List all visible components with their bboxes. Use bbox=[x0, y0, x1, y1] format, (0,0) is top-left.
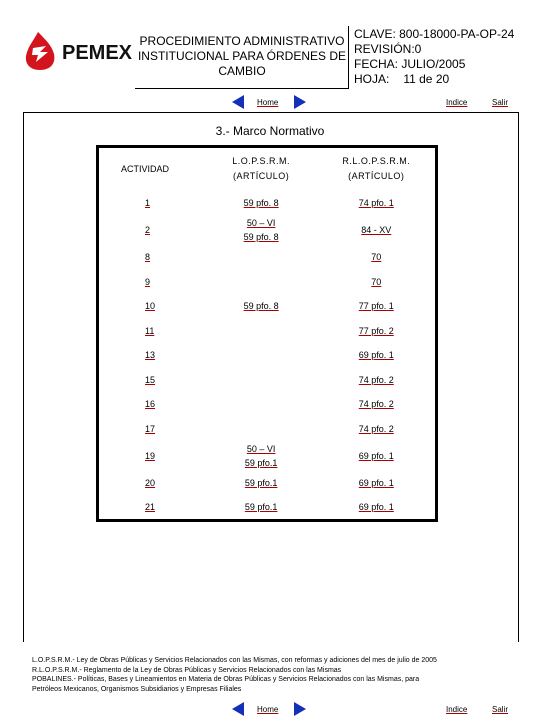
rlop-link[interactable]: 77 pfo. 1 bbox=[358, 301, 394, 312]
table-row bbox=[98, 245, 437, 270]
table-row bbox=[98, 270, 437, 295]
header-rlop-line: R.L.O.P.S.R.M. bbox=[342, 156, 411, 167]
rlop-link[interactable]: 69 pfo. 1 bbox=[358, 350, 394, 361]
marco-normativo-table bbox=[96, 145, 438, 522]
document-title bbox=[136, 34, 348, 79]
actividad-link[interactable]: 1 bbox=[145, 197, 151, 208]
revision-text: REVISIÓN:0 bbox=[354, 42, 422, 56]
actividad-link[interactable]: 13 bbox=[145, 350, 156, 361]
pemex-logo bbox=[24, 28, 136, 72]
actividad-link[interactable]: 9 bbox=[145, 276, 151, 287]
table-row bbox=[98, 471, 437, 496]
table-row bbox=[98, 215, 437, 245]
salir-link[interactable]: Salir bbox=[492, 705, 509, 714]
clave-text: CLAVE: 800-18000-PA-OP-24 bbox=[354, 27, 515, 41]
actividad-link[interactable]: 16 bbox=[145, 399, 156, 410]
hoja-value: 11 de 20 bbox=[403, 72, 450, 86]
actividad-link[interactable]: 19 bbox=[145, 451, 156, 461]
table-row bbox=[98, 294, 437, 319]
header-lop-line: (ARTÍCULO) bbox=[232, 171, 290, 182]
header-rlop-line: (ARTÍCULO) bbox=[348, 171, 405, 182]
indice-link[interactable]: Indice bbox=[446, 98, 468, 107]
salir-link[interactable]: Salir bbox=[492, 98, 509, 107]
title-line: INSTITUCIONAL PARA ÓRDENES DE bbox=[137, 49, 347, 63]
table-row bbox=[98, 191, 437, 216]
home-link[interactable]: Home bbox=[257, 705, 279, 714]
actividad-link[interactable]: 8 bbox=[145, 252, 151, 263]
lop-link[interactable]: 59 pfo. 8 bbox=[243, 301, 279, 312]
brand-text: PEMEX bbox=[62, 42, 133, 64]
table-row bbox=[98, 368, 437, 393]
next-arrow-icon[interactable] bbox=[294, 702, 306, 716]
lop-link[interactable]: 59 pfo. 8 bbox=[243, 232, 279, 242]
header-divider bbox=[348, 26, 349, 88]
table-row bbox=[98, 343, 437, 368]
pemex-eagle-icon bbox=[24, 28, 136, 72]
actividad-link[interactable]: 17 bbox=[145, 423, 156, 434]
actividad-link[interactable]: 10 bbox=[145, 301, 156, 312]
next-arrow-icon[interactable] bbox=[294, 95, 306, 109]
rlop-link[interactable]: 77 pfo. 2 bbox=[358, 325, 394, 336]
rlop-link[interactable]: 69 pfo. 1 bbox=[358, 451, 394, 461]
header-lop-line: L.O.P.S.R.M. bbox=[232, 156, 291, 167]
rlop-link[interactable]: 74 pfo. 2 bbox=[358, 374, 394, 385]
actividad-link[interactable]: 20 bbox=[145, 478, 156, 489]
actividad-link[interactable]: 2 bbox=[145, 225, 151, 235]
lop-link[interactable]: 59 pfo. 8 bbox=[243, 197, 279, 208]
footnote-line: R.L.O.P.S.R.M.- Reglamento de la Ley de Obras Públicas y Servicios Relacionados con las Mismas bbox=[32, 666, 342, 674]
table-header-row bbox=[98, 147, 437, 191]
title-line: CAMBIO bbox=[218, 64, 266, 78]
title-line: PROCEDIMIENTO ADMINISTRATIVO bbox=[139, 34, 345, 48]
table-row bbox=[98, 319, 437, 344]
hoja-row bbox=[354, 72, 534, 87]
section-title: 3.- Marco Normativo bbox=[215, 124, 325, 138]
document-meta bbox=[354, 27, 534, 87]
header-lop bbox=[205, 147, 318, 191]
rlop-link[interactable]: 84 - XV bbox=[361, 225, 392, 235]
footnote bbox=[32, 656, 512, 694]
rlop-link[interactable]: 74 pfo. 1 bbox=[358, 197, 394, 208]
lop-link[interactable]: 50 – VI bbox=[246, 444, 276, 454]
previous-arrow-icon[interactable] bbox=[232, 95, 244, 109]
actividad-link[interactable]: 15 bbox=[145, 374, 156, 385]
table-row bbox=[98, 441, 437, 471]
fecha-text: FECHA: JULIO/2005 bbox=[354, 57, 466, 71]
indice-link[interactable]: Indice bbox=[446, 705, 468, 714]
footnote-line: Petróleos Mexicanos, Organismos Subsidiarios y Empresas Filiales bbox=[32, 685, 242, 693]
header-divider bbox=[135, 88, 349, 89]
actividad-link[interactable]: 11 bbox=[145, 325, 155, 336]
hoja-label: HOJA: bbox=[354, 72, 390, 86]
table-row bbox=[98, 417, 437, 442]
previous-arrow-icon[interactable] bbox=[232, 702, 244, 716]
rlop-link[interactable]: 74 pfo. 2 bbox=[358, 423, 394, 434]
footnote-line: L.O.P.S.R.M.- Ley de Obras Públicas y Servicios Relacionados con las Mismas, con reformas y adiciones del mes de julio de 2005 bbox=[32, 657, 437, 664]
table-row bbox=[98, 496, 437, 521]
footnote-line: POBALINES.- Políticas, Bases y Lineamientos en Materia de Obras Públicas y Servicios Relacionados con las Mismas, para bbox=[32, 676, 420, 683]
lop-link[interactable]: 59 pfo.1 bbox=[244, 478, 278, 489]
table-row bbox=[98, 392, 437, 417]
rlop-link[interactable]: 70 bbox=[371, 252, 382, 263]
rlop-link[interactable]: 74 pfo. 2 bbox=[358, 399, 394, 410]
lop-link[interactable]: 59 pfo.1 bbox=[244, 502, 278, 512]
rlop-link[interactable]: 69 pfo. 1 bbox=[358, 502, 394, 512]
header-rlop bbox=[318, 147, 437, 191]
rlop-link[interactable]: 69 pfo. 1 bbox=[358, 478, 394, 489]
home-link[interactable]: Home bbox=[257, 98, 279, 107]
rlop-link[interactable]: 70 bbox=[371, 276, 382, 287]
actividad-link[interactable]: 21 bbox=[145, 502, 156, 512]
lop-link[interactable]: 50 – VI bbox=[246, 218, 276, 228]
header-actividad: ACTIVIDAD bbox=[121, 164, 170, 175]
lop-link[interactable]: 59 pfo.1 bbox=[244, 458, 278, 468]
